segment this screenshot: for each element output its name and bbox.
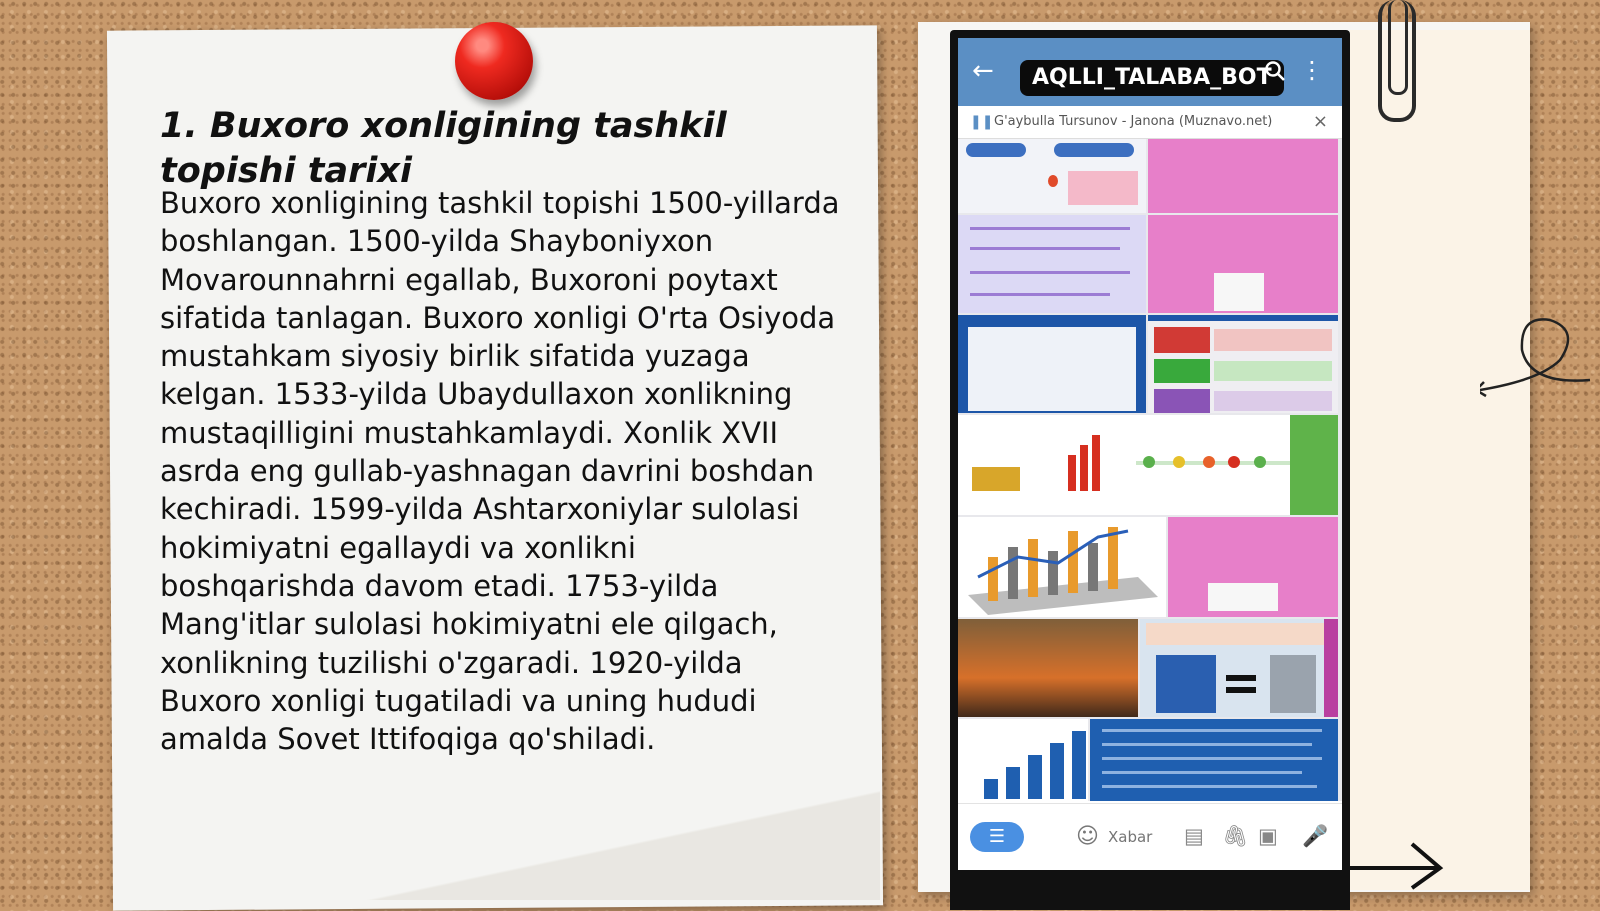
telegram-screen [958,38,1342,870]
paperclip-inner [1388,0,1408,95]
media-thumbnail[interactable] [1140,619,1338,717]
close-icon[interactable]: × [1312,111,1328,132]
document-body: Buxoro xonligining tashkil topishi 1500-yillarda boshlangan. 1500-yilda Shayboniyxon Movarounnahrni egallab, Buxoroni poytaxt sifatida tanlagan. Buxoro xonligi O'rta Osiyoda mustahkam siyosiy birlik sifatida yuzaga kelgan. 1533-yilda Ubaydullaxon xonlikning mustaqilligini mustahkamlaydi. Xonlik XVII asrda eng gullab-yashnagan davrini boshdan kechiradi. 1599-yilda Ashtarxoniylar sulolasi hokimiyatni egallaydi va xonlikni boshqarishda davom etadi. 1753-yilda Mang'itlar sulolasi hokimiyatni ele qilgach, xonlikning tuzilishi o'zgaradi. 1920-yilda Buxoro xonligi tugatiladi va uning hududi amalda Sovet Ittifoqiga qo'shiladi. [160,186,840,757]
pause-icon[interactable]: ❚❚ [970,114,994,130]
torn-paper-edge [300,780,880,900]
chat-title[interactable]: AQLLI_TALABA_BOT [1020,60,1284,96]
media-thumbnail[interactable] [1148,215,1338,313]
media-thumbnail[interactable] [958,315,1146,413]
message-input[interactable] [1106,820,1180,854]
emoji-icon[interactable]: ☺ [1076,824,1099,849]
media-thumbnail[interactable] [1168,517,1338,617]
note-paper-right-strip [1350,30,1530,890]
message-composer [958,803,1342,870]
android-navbar [950,870,1350,910]
more-vert-icon[interactable]: ⋮ [1300,56,1324,84]
document-title: 1. Buxoro xonligining tashkil topishi tarixi [160,106,727,191]
media-thumbnail[interactable] [958,215,1146,313]
search-icon[interactable] [1264,60,1286,82]
doodle-arrow-icon [1350,840,1450,890]
media-thumbnail[interactable] [958,139,1146,213]
media-grid [958,139,1342,801]
back-arrow-icon[interactable]: ← [972,56,994,86]
music-player-bar[interactable] [958,106,1342,139]
bar-chart-3d-graphic [958,517,1166,617]
mic-icon[interactable]: 🎤 [1302,824,1329,848]
media-thumbnail[interactable] [958,415,1338,515]
media-thumbnail[interactable] [1148,315,1338,413]
media-thumbnail[interactable] [958,619,1138,717]
doodle-loop-icon [1480,310,1600,410]
attach-icon[interactable]: 🖇 [1222,824,1249,848]
camera-icon[interactable]: ▣ [1258,824,1278,848]
media-thumbnail[interactable] [958,517,1166,617]
media-thumbnail[interactable] [1090,719,1338,801]
phone-screenshot [950,30,1350,910]
media-thumbnail[interactable] [958,719,1088,801]
menu-icon[interactable]: ☰ [970,822,1024,852]
pushpin-icon [455,22,533,100]
media-thumbnail[interactable] [1148,139,1338,213]
now-playing-track: G'aybulla Tursunov - Janona (Muznavo.net) [994,114,1273,129]
chat-header [958,38,1342,106]
sticker-icon[interactable]: ▤ [1184,824,1204,848]
